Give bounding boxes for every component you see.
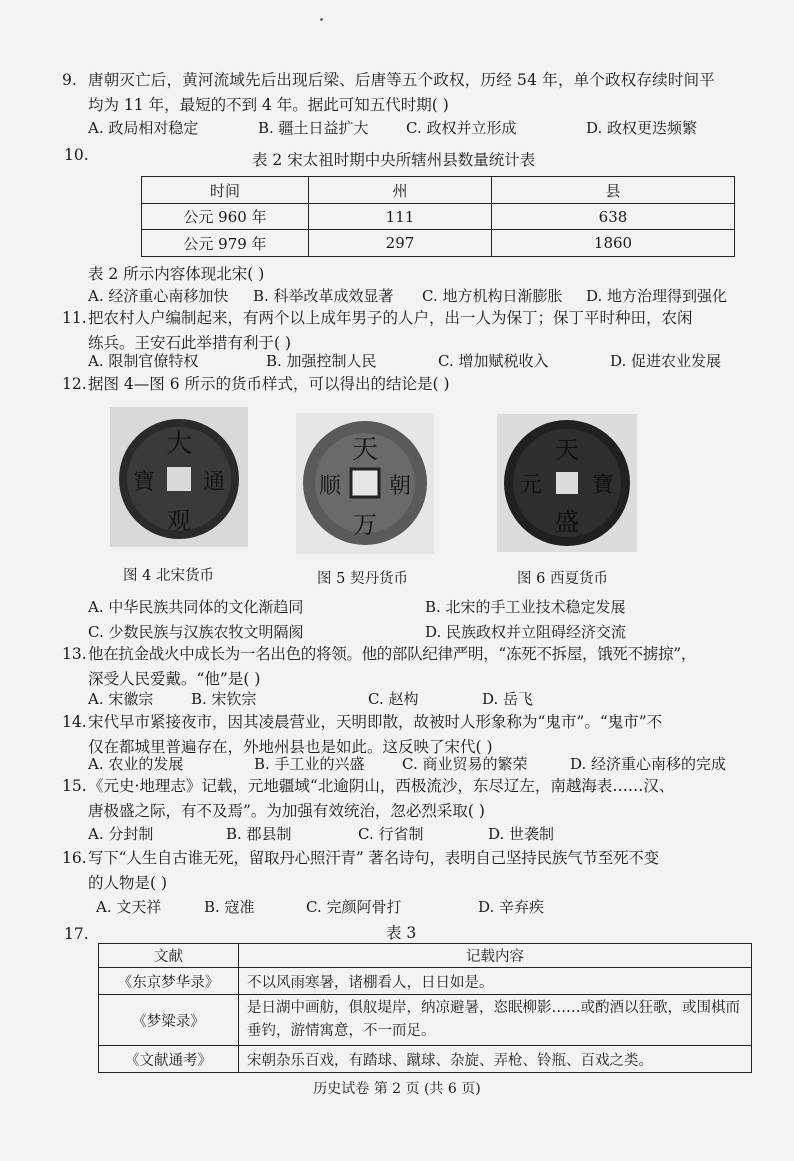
option-a[interactable]: A. 农业的发展 — [88, 755, 184, 773]
option-b[interactable]: B. 手工业的兴盛 — [254, 755, 365, 773]
table-row — [99, 995, 752, 1046]
question-stem: 的人物是( ) — [88, 874, 168, 892]
option-a[interactable]: A. 限制官僚特权 — [88, 352, 199, 370]
scan-speck — [320, 18, 323, 21]
coin-character: 通 — [202, 470, 226, 495]
coin-character: 天 — [351, 435, 379, 465]
coin-character: 万 — [353, 511, 377, 539]
page-footer: 历史试卷 第 2 页 (共 6 页) — [313, 1081, 481, 1097]
option-c[interactable]: C. 政权并立形成 — [406, 119, 517, 137]
question-13 — [62, 642, 758, 692]
option-d[interactable]: D. 世袭制 — [488, 825, 555, 843]
coin-character: 顺 — [318, 474, 342, 499]
coin-icon — [110, 407, 248, 547]
table-cell: 297 — [309, 230, 492, 257]
table-cell: 不以风雨寒暑，诸棚看人，日日如是。 — [239, 968, 752, 995]
option-a[interactable]: A. 政局相对稳定 — [88, 119, 199, 137]
table-cell: 是日湖中画舫，俱舣堤岸，纳凉避暑，恣眠柳影……或酌酒以狂歌，或围棋而垂钓，游情寓意，不一而足。 — [239, 995, 752, 1046]
question-stem: 深受人民爱戴。“他”是( ) — [88, 670, 261, 688]
option-b[interactable]: B. 郡县制 — [226, 825, 292, 843]
question-number: 10. — [64, 146, 89, 164]
option-b[interactable]: B. 疆土日益扩大 — [258, 119, 369, 137]
table-cell: 111 — [309, 204, 492, 230]
coin-character: 观 — [167, 507, 191, 535]
table-title: 表 3 — [386, 924, 417, 942]
table-row — [99, 968, 752, 995]
option-c[interactable]: C. 完颜阿骨打 — [306, 898, 402, 916]
option-c[interactable]: C. 地方机构日渐膨胀 — [422, 287, 563, 305]
coin-icon — [497, 414, 637, 552]
coin-character: 寶 — [591, 473, 615, 498]
option-d[interactable]: D. 政权更迭频繁 — [586, 119, 698, 137]
question-stem: 据图 4—图 6 所示的货币样式，可以得出的结论是( ) — [88, 375, 450, 393]
question-number: 16. — [62, 849, 87, 867]
table-title: 表 2 宋太祖时期中央所辖州县数量统计表 — [252, 151, 536, 169]
option-a[interactable]: A. 宋徽宗 — [88, 690, 154, 708]
table-cell: 公元 960 年 — [142, 204, 309, 230]
figure-4-caption: 图 4 北宋货币 — [123, 568, 214, 584]
question-stem: 均为 11 年，最短的不到 4 年。据此可知五代时期( ) — [88, 96, 449, 114]
option-d[interactable]: D. 促进农业发展 — [610, 352, 722, 370]
coin-character: 天 — [555, 436, 579, 464]
question-stem: 把农村人户编制起来，有两个以上成年男子的人户，出一人为保丁；保丁平时种田，农闲 — [88, 309, 693, 327]
option-c[interactable]: C. 少数民族与汉族农牧文明隔阂 — [88, 623, 304, 641]
option-c[interactable]: C. 增加赋税收入 — [438, 352, 549, 370]
question-9 — [62, 68, 758, 118]
coin-character: 朝 — [388, 474, 412, 499]
question-number: 12. — [62, 375, 87, 393]
table-header: 县 — [492, 177, 735, 204]
figure-4-image — [110, 407, 248, 547]
table-row — [142, 204, 735, 230]
option-c[interactable]: C. 赵构 — [368, 690, 419, 708]
question-number: 14. — [62, 713, 87, 731]
figure-5-image — [296, 413, 434, 554]
table-header: 记载内容 — [239, 944, 752, 968]
table-header: 州 — [309, 177, 492, 204]
option-d[interactable]: D. 岳飞 — [482, 690, 534, 708]
option-d[interactable]: D. 地方治理得到强化 — [586, 287, 728, 305]
figure-5-caption: 图 5 契丹货币 — [317, 571, 408, 587]
question-stem: 表 2 所示内容体现北宋( ) — [88, 265, 265, 283]
coin-character: 盛 — [555, 508, 579, 536]
option-c[interactable]: C. 商业贸易的繁荣 — [402, 755, 528, 773]
question-stem: 唐朝灭亡后，黄河流域先后出现后梁、后唐等五个政权，历经 54 年，单个政权存续时间平 — [88, 71, 715, 89]
coin-character: 元 — [519, 473, 543, 498]
question-number: 9. — [62, 71, 77, 89]
question-stem: 唐极盛之际，有不及焉”。为加强有效统治，忽必烈采取( ) — [88, 802, 485, 820]
table-header: 文献 — [99, 944, 239, 968]
question-number: 11. — [62, 309, 87, 327]
table-cell: 《文献通考》 — [99, 1046, 239, 1073]
option-d[interactable]: D. 辛弃疾 — [478, 898, 545, 916]
table-cell: 公元 979 年 — [142, 230, 309, 257]
table-row — [142, 230, 735, 257]
table-cell: 《梦粱录》 — [99, 995, 239, 1046]
question-15 — [62, 774, 758, 824]
table-cell: 《东京梦华录》 — [99, 968, 239, 995]
question-stem: 仅在都城里普遍存在，外地州县也是如此。这反映了宋代( ) — [88, 738, 493, 756]
option-b[interactable]: B. 宋钦宗 — [191, 690, 257, 708]
option-a[interactable]: A. 中华民族共同体的文化渐趋同 — [88, 598, 304, 616]
question-stem: 他在抗金战火中成长为一名出色的将领。他的部队纪律严明，“冻死不拆屋，饿死不掳掠”， — [88, 645, 697, 663]
table-3 — [98, 943, 752, 1073]
option-b[interactable]: B. 寇准 — [204, 898, 255, 916]
coin-icon — [296, 413, 434, 554]
question-stem: 《元史·地理志》记载，元地疆域“北逾阴山，西极流沙，东尽辽左，南越海表……汉、 — [88, 777, 675, 795]
option-c[interactable]: C. 行省制 — [358, 825, 424, 843]
option-a[interactable]: A. 分封制 — [88, 825, 154, 843]
option-b[interactable]: B. 北宋的手工业技术稳定发展 — [425, 598, 626, 616]
figure-6-image — [497, 414, 637, 552]
question-stem: 练兵。王安石此举措有利于( ) — [88, 334, 292, 352]
table-cell: 638 — [492, 204, 735, 230]
question-number: 17. — [64, 925, 89, 943]
figure-6-caption: 图 6 西夏货币 — [517, 571, 608, 587]
coin-character: 大 — [165, 429, 193, 459]
table-row — [99, 1046, 752, 1073]
question-16 — [62, 846, 758, 896]
question-11 — [62, 306, 758, 356]
table-cell: 宋朝杂乐百戏，有踏球、蹴球、杂旋、弄枪、铃瓶、百戏之类。 — [239, 1046, 752, 1073]
option-b[interactable]: B. 加强控制人民 — [266, 352, 377, 370]
question-number: 15. — [62, 777, 87, 795]
table-header: 时间 — [142, 177, 309, 204]
question-number: 13. — [62, 645, 87, 663]
option-a[interactable]: A. 文天祥 — [96, 898, 162, 916]
option-a[interactable]: A. 经济重心南移加快 — [88, 287, 229, 305]
table-cell: 1860 — [492, 230, 735, 257]
table-2 — [141, 176, 735, 257]
question-12 — [62, 372, 758, 397]
question-stem: 写下“人生自古谁无死，留取丹心照汗青” 著名诗句，表明自己坚持民族气节至死不变 — [88, 849, 659, 867]
option-b[interactable]: B. 科举改革成效显著 — [253, 287, 394, 305]
coin-character: 寶 — [132, 470, 156, 495]
question-stem: 宋代早市紧接夜市，因其凌晨营业，天明即散，故被时人形象称为“鬼市”。“鬼市”不 — [88, 713, 663, 731]
option-d[interactable]: D. 民族政权并立阻碍经济交流 — [425, 623, 627, 641]
option-d[interactable]: D. 经济重心南移的完成 — [570, 755, 727, 773]
